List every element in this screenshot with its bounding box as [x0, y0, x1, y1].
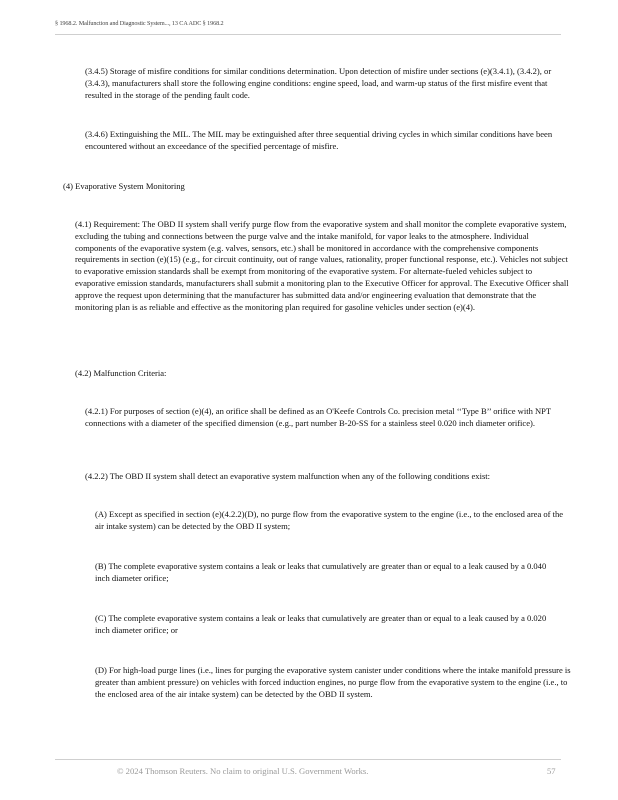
- paragraph-D: (D) For high-load purge lines (i.e., lines for purging the evaporative system canister under conditions where the intake manifold pressure is greater than ambient pressure) on vehicles with forced induction engines, no purge flow from the evaporative system to the engine (i.e., to the enclosed area of the air intake system) can be detected by the OBD II system.: [95, 665, 571, 699]
- paragraph-4-1: (4.1) Requirement: The OBD II system shall verify purge flow from the evaporative system and shall monitor the complete evaporative system, excluding the tubing and connections between the purge valve and the intake manifold, for vapor leaks to the atmosphere. Individual components of the evaporative system (e.g. valves, sensors, etc.) shall be monitored in accordance with the comprehensive components requirements in section (e)(15) (e.g., for circuit continuity, out of range values, rationality, proper functional response, etc.). Vehicles not subject to evaporative emission standards shall be exempt from monitoring of the evaporative system. For alternate-fueled vehicles subject to evaporative emission standards, manufacturers shall submit a monitoring plan to the Executive Officer for approval. The Executive Officer shall approve the request upon determining that the manufacturer has submitted data and/or engineering evaluation that demonstrate that the monitoring plan is as reliable and effective as the monitoring plan required for gasoline vehicles under section (e)(4).: [75, 219, 569, 312]
- paragraph-B: (B) The complete evaporative system contains a leak or leaks that cumulatively are greater than or equal to a leak caused by a 0.040 inch diameter orifice;: [95, 561, 547, 583]
- footer-rule: [55, 759, 561, 760]
- paragraph-C: (C) The complete evaporative system contains a leak or leaks that cumulatively are greater than or equal to a leak caused by a 0.020 inch diameter orifice; or: [95, 613, 547, 635]
- paragraph-4-2-2: (4.2.2) The OBD II system shall detect an evaporative system malfunction when any of the following conditions exist:: [85, 471, 491, 481]
- running-head: § 1968.2. Malfunction and Diagnostic System..., 13 CA ADC § 1968.2: [55, 20, 224, 27]
- section-heading-4: (4) Evaporative System Monitoring: [63, 181, 185, 191]
- paragraph-3-4-6: (3.4.6) Extinguishing the MIL. The MIL may be extinguished after three sequential driving cycles in which similar conditions have been encountered without an exceedance of the specified percentage of misfire.: [85, 129, 553, 151]
- paragraph-3-4-5: (3.4.5) Storage of misfire conditions for similar conditions determination. Upon detection of misfire under sections (e)(3.4.1), (3.4.2), or (3.4.3), manufacturers shall store the following engine conditions: engine speed, load, and warm-up status of the first misfire event that resulted in the storage of the pending fault code.: [85, 66, 552, 100]
- section-heading-4-2: (4.2) Malfunction Criteria:: [75, 368, 167, 378]
- copyright-footer: © 2024 Thomson Reuters. No claim to original U.S. Government Works.: [117, 766, 369, 776]
- paragraph-4-2-1: (4.2.1) For purposes of section (e)(4), an orifice shall be defined as an O'Keefe Controls Co. precision metal ‘‘Type B’’ orifice with NPT connections with a diameter of the specified dimension (e.g., part number B-20-SS for a stainless steel 0.020 inch diameter orifice).: [85, 406, 551, 428]
- header-rule: [55, 34, 561, 35]
- page-number: 57: [547, 766, 556, 776]
- paragraph-A: (A) Except as specified in section (e)(4.2.2)(D), no purge flow from the evaporative system to the engine (i.e., to the enclosed area of the air intake system) can be detected by the OBD II system;: [95, 509, 564, 531]
